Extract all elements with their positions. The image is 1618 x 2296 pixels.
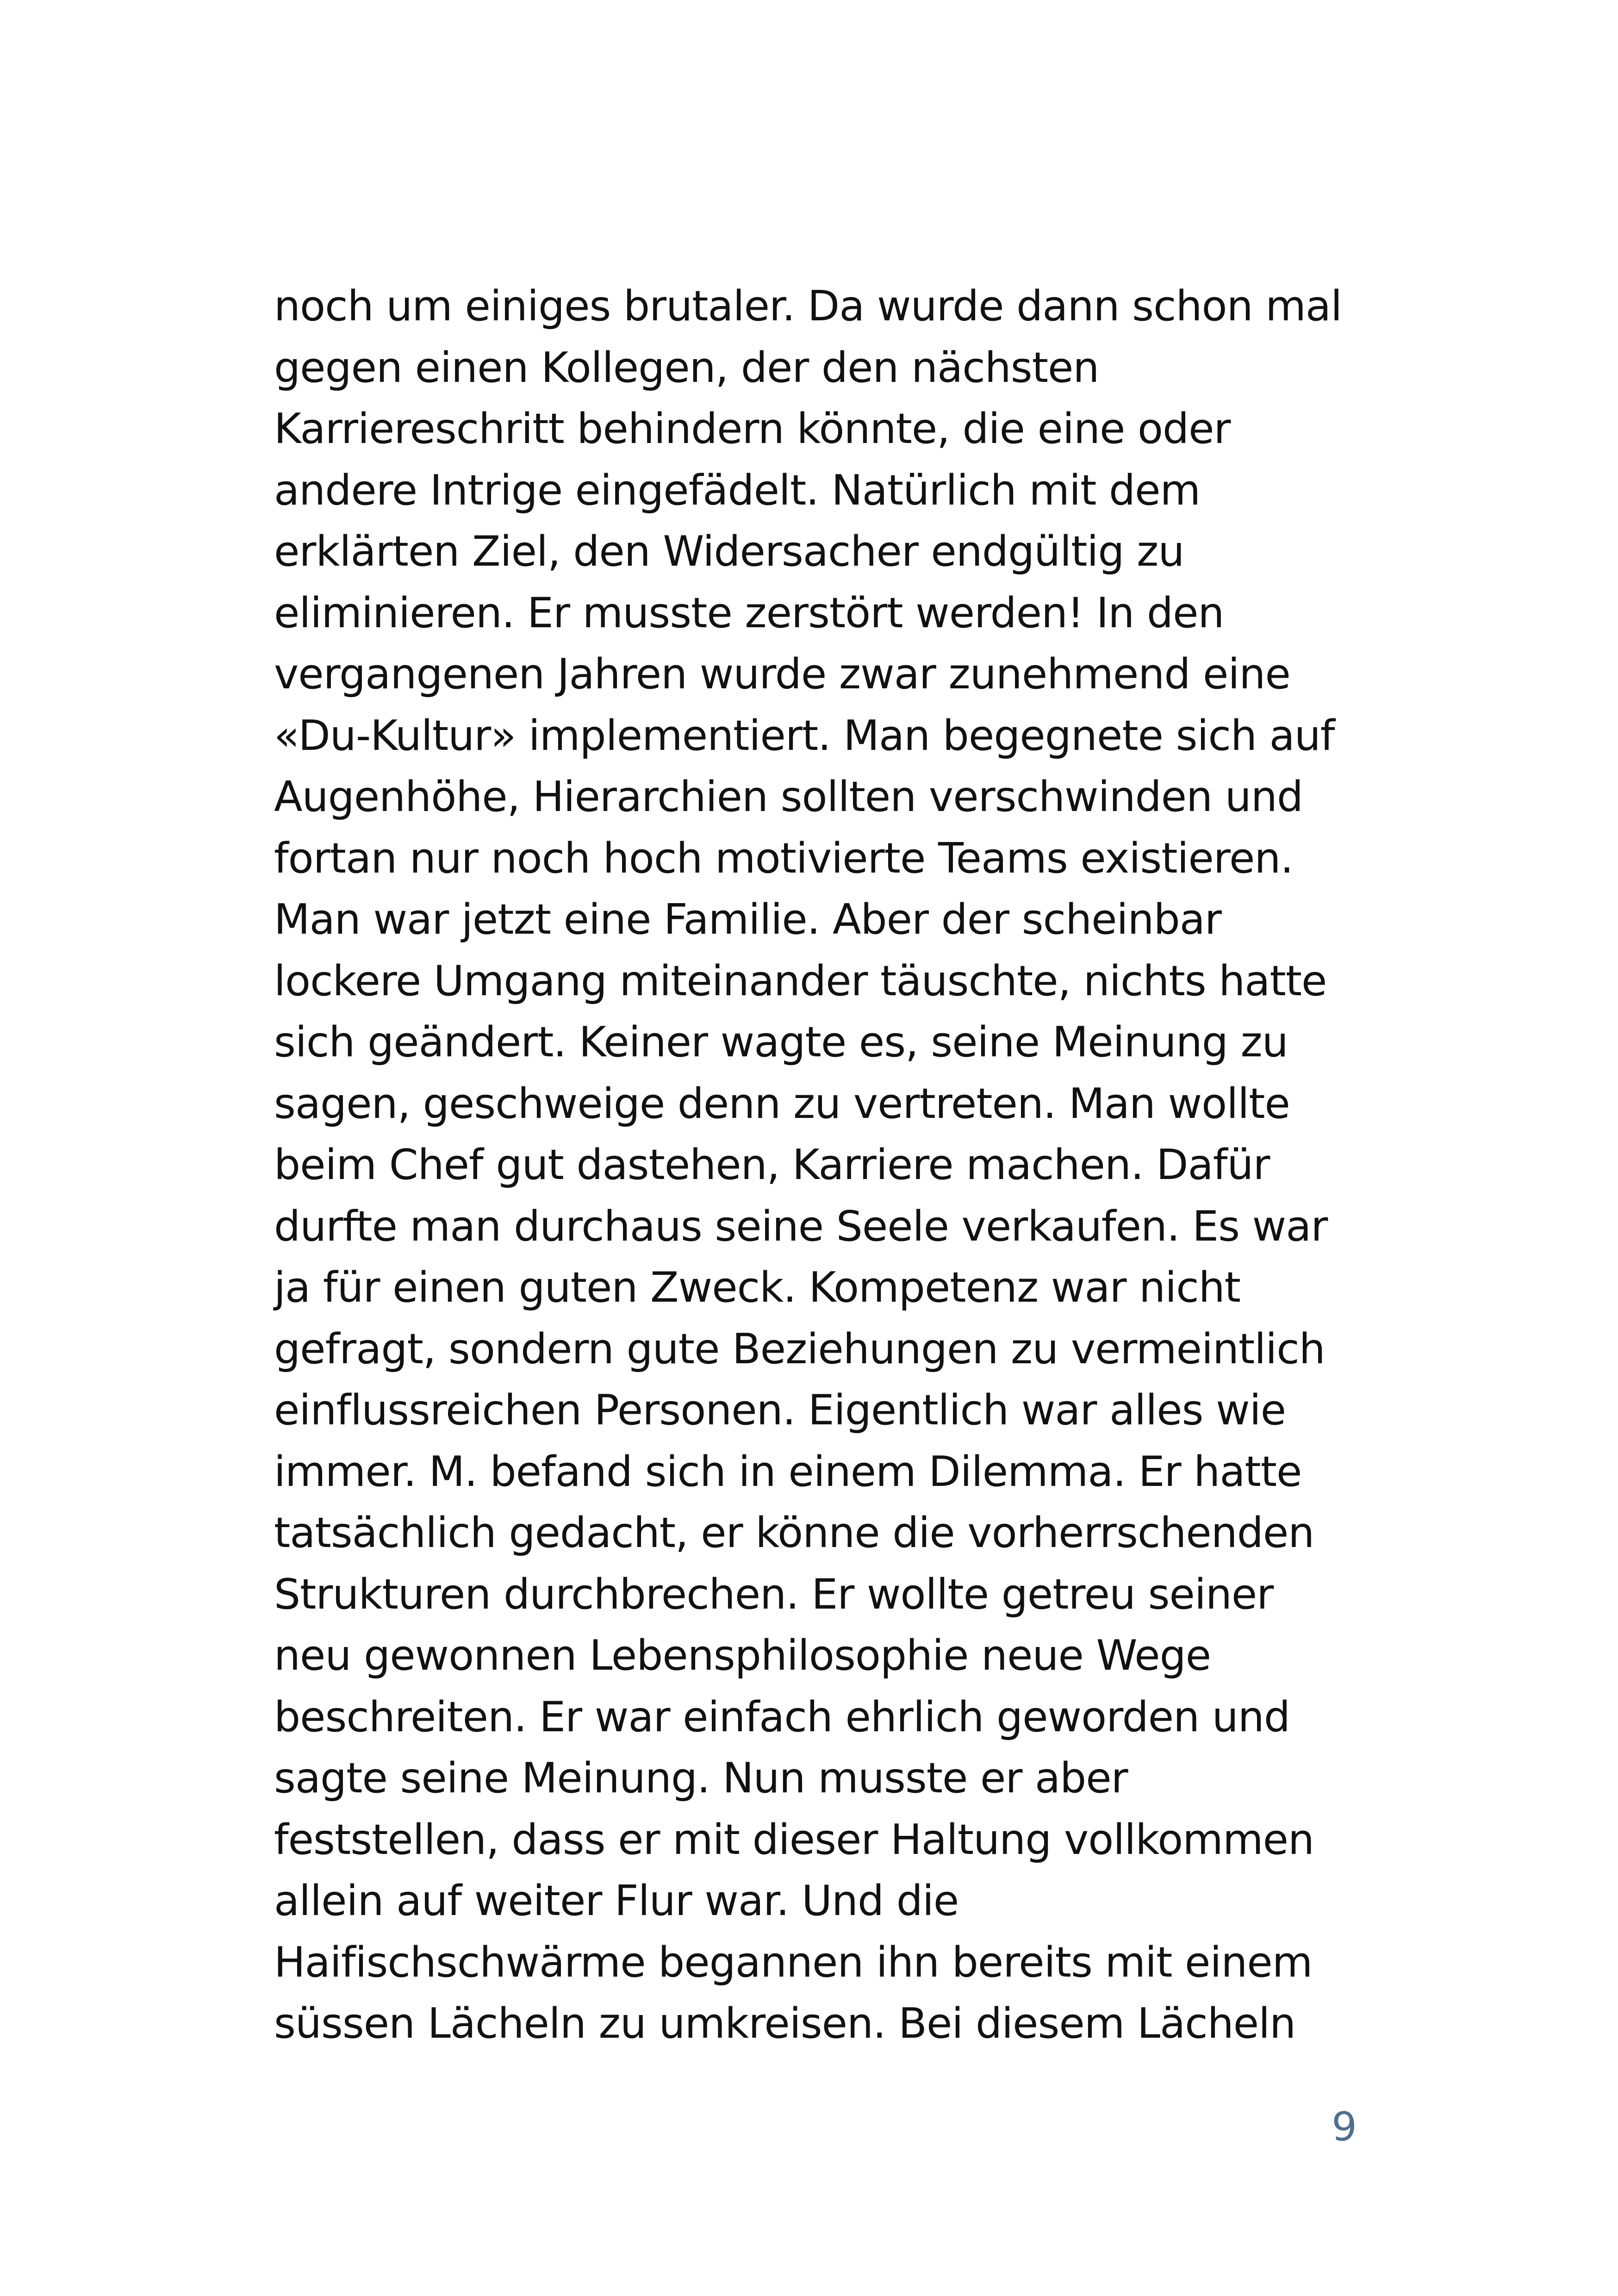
text-line: feststellen, dass er mit dieser Haltung vollkommen	[274, 1815, 1314, 1864]
body-paragraph	[274, 276, 1413, 2055]
text-line: Strukturen durchbrechen. Er wollte getreu seiner	[274, 1570, 1274, 1619]
text-line: Man war jetzt eine Familie. Aber der scheinbar	[274, 895, 1221, 944]
text-line: durfte man durchaus seine Seele verkaufen. Es war	[274, 1202, 1328, 1251]
text-line: noch um einiges brutaler. Da wurde dann schon mal	[274, 282, 1342, 331]
text-line: andere Intrige eingefädelt. Natürlich mit dem	[274, 466, 1201, 515]
text-line: vergangenen Jahren wurde zwar zunehmend eine	[274, 650, 1290, 699]
text-line: beim Chef gut dastehen, Karriere machen. Dafür	[274, 1141, 1270, 1189]
text-line: Karriereschritt behindern könnte, die eine oder	[274, 405, 1231, 453]
text-line: ja für einen guten Zweck. Kompetenz war nicht	[274, 1263, 1241, 1312]
text-line: sagen, geschweige denn zu vertreten. Man wollte	[274, 1079, 1290, 1128]
text-line: erklärten Ziel, den Widersacher endgültig zu	[274, 527, 1184, 576]
text-line: sagte seine Meinung. Nun musste er aber	[274, 1754, 1128, 1803]
page-number: 9	[1332, 2104, 1357, 2150]
text-line: allein auf weiter Flur war. Und die	[274, 1877, 959, 1925]
text-line: «Du-Kultur» implementiert. Man begegnete sich auf	[274, 711, 1335, 760]
text-line: einflussreichen Personen. Eigentlich war alles wie	[274, 1386, 1286, 1435]
text-line: beschreiten. Er war einfach ehrlich geworden und	[274, 1692, 1290, 1741]
text-line: sich geändert. Keiner wagte es, seine Meinung zu	[274, 1018, 1288, 1067]
text-line: süssen Lächeln zu umkreisen. Bei diesem Lächeln	[274, 1999, 1296, 2048]
text-line: lockere Umgang miteinander täuschte, nichts hatte	[274, 956, 1327, 1005]
text-line: tatsächlich gedacht, er könne die vorherrschenden	[274, 1509, 1314, 1557]
text-line: neu gewonnen Lebensphilosophie neue Wege	[274, 1631, 1211, 1680]
text-line: Augenhöhe, Hierarchien sollten verschwinden und	[274, 773, 1303, 821]
text-line: Haifischschwärme begannen ihn bereits mit einem	[274, 1938, 1313, 1987]
text-line: fortan nur noch hoch motivierte Teams existieren.	[274, 834, 1293, 883]
text-line: eliminieren. Er musste zerstört werden! In den	[274, 588, 1224, 637]
text-line: immer. M. befand sich in einem Dilemma. Er hatte	[274, 1447, 1302, 1496]
text-line: gegen einen Kollegen, der den nächsten	[274, 343, 1099, 392]
text-line: gefragt, sondern gute Beziehungen zu vermeintlich	[274, 1324, 1325, 1373]
